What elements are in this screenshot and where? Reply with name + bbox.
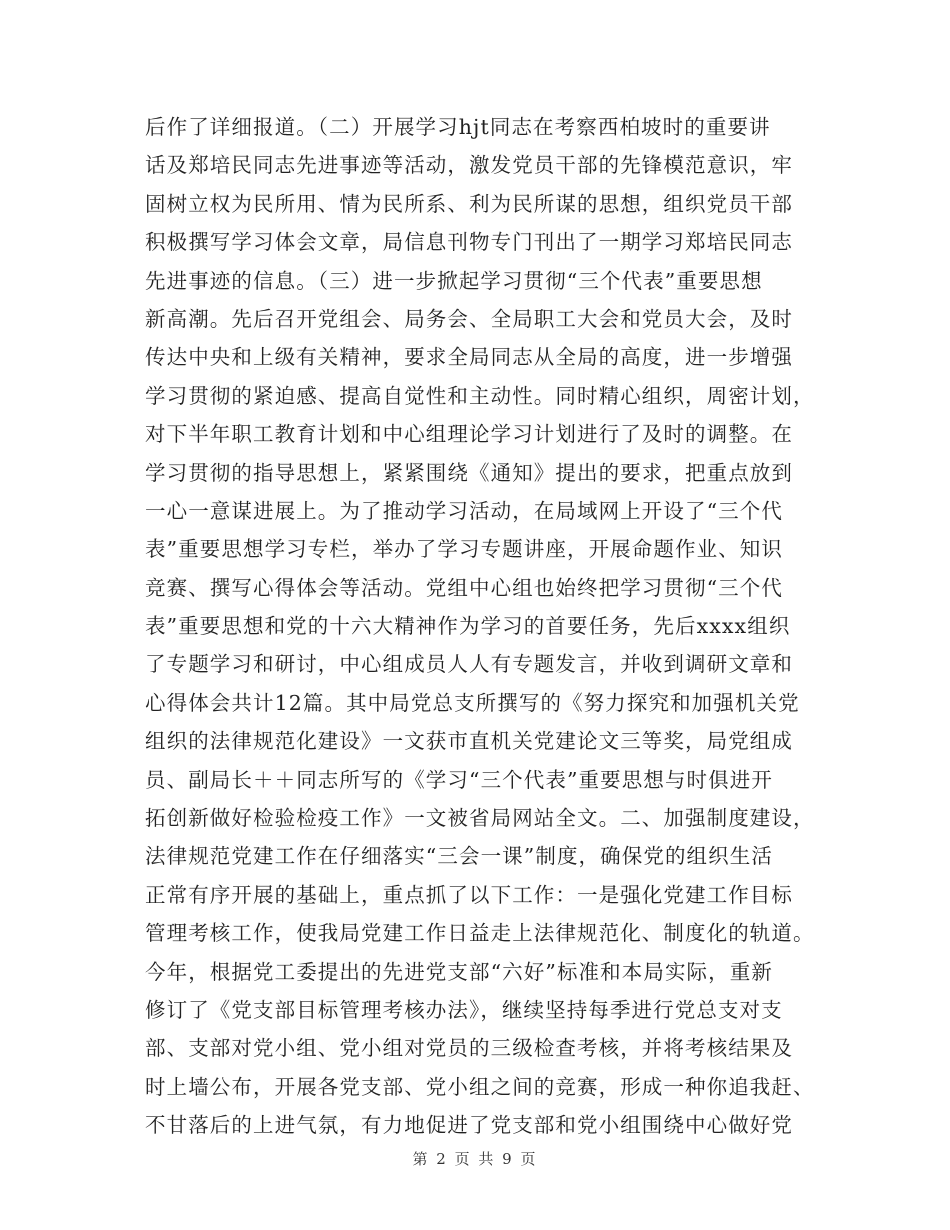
text-line: 学习贯彻的紧迫感、提高自觉性和主动性。同时精心组织，周密计划， (145, 383, 815, 408)
text-line: 了专题学习和研讨，中心组成员人人有专题发言，并收到调研文章和 (145, 652, 793, 677)
text-line: 先进事迹的信息。（三）进一步掀起学习贯彻“三个代表”重要思想 (145, 268, 763, 293)
text-line: 时上墙公布，开展各党支部、党小组之间的竞赛，形成一种你追我赶、 (145, 1074, 815, 1099)
text-line: 固树立权为民所用、情为民所系、利为民所谋的思想，组织党员干部 (145, 191, 793, 216)
text-line: 今年，根据党工委提出的先进党支部“六好”标准和本局实际，重新 (145, 959, 773, 984)
text-line: 心得体会共计12篇。其中局党总支所撰写的《努力探究和加强机关党 (145, 690, 800, 715)
text-line: 组织的法律规范化建设》一文获市直机关党建论文三等奖，局党组成 (145, 729, 793, 754)
text-line: 新高潮。先后召开党组会、局务会、全局职工大会和党员大会，及时 (145, 306, 793, 331)
text-line: 不甘落后的上进气氛，有力地促进了党支部和党小组围绕中心做好党 (145, 1113, 793, 1138)
text-line: 部、支部对党小组、党小组对党员的三级检查考核，并将考核结果及 (145, 1036, 793, 1061)
text-line: 员、副局长＋＋同志所写的《学习“三个代表”重要思想与时俱进开 (145, 767, 773, 792)
body-text (145, 108, 815, 1145)
text-line: 表”重要思想和党的十六大精神作为学习的首要任务，先后xxxx组织 (145, 614, 791, 639)
text-line: 管理考核工作，使我局党建工作日益走上法律规范化、制度化的轨道。 (145, 921, 815, 946)
text-line: 对下半年职工教育计划和中心组理论学习计划进行了及时的调整。在 (145, 422, 793, 447)
text-line: 竞赛、撰写心得体会等活动。党组中心组也始终把学习贯彻“三个代 (145, 575, 783, 600)
text-line: 后作了详细报道。（二）开展学习hjt同志在考察西柏坡时的重要讲 (145, 115, 771, 139)
text-line: 法律规范党建工作在仔细落实“三会一课”制度，确保党的组织生活 (145, 844, 773, 869)
text-line: 拓创新做好检验检疫工作》一文被省局网站全文。二、加强制度建设， (145, 806, 815, 831)
text-line: 正常有序开展的基础上，重点抓了以下工作：一是强化党建工作目标 (145, 882, 793, 907)
text-line: 话及郑培民同志先进事迹等活动，激发党员干部的先锋模范意识，牢 (145, 153, 793, 178)
text-line: 传达中央和上级有关精神，要求全局同志从全局的高度，进一步增强 (145, 345, 793, 370)
text-line: 一心一意谋进展上。为了推动学习活动，在局域网上开设了“三个代 (145, 498, 783, 523)
text-line: 积极撰写学习体会文章，局信息刊物专门刊出了一期学习郑培民同志 (145, 230, 793, 255)
text-line: 修订了《党支部目标管理考核办法》，继续坚持每季进行党总支对支 (145, 997, 783, 1022)
page-number-footer: 第 2 页 共 9 页 (412, 1150, 538, 1168)
text-line: 学习贯彻的指导思想上，紧紧围绕《通知》提出的要求，把重点放到 (145, 460, 793, 485)
text-line: 表”重要思想学习专栏，举办了学习专题讲座，开展命题作业、知识 (145, 537, 783, 562)
